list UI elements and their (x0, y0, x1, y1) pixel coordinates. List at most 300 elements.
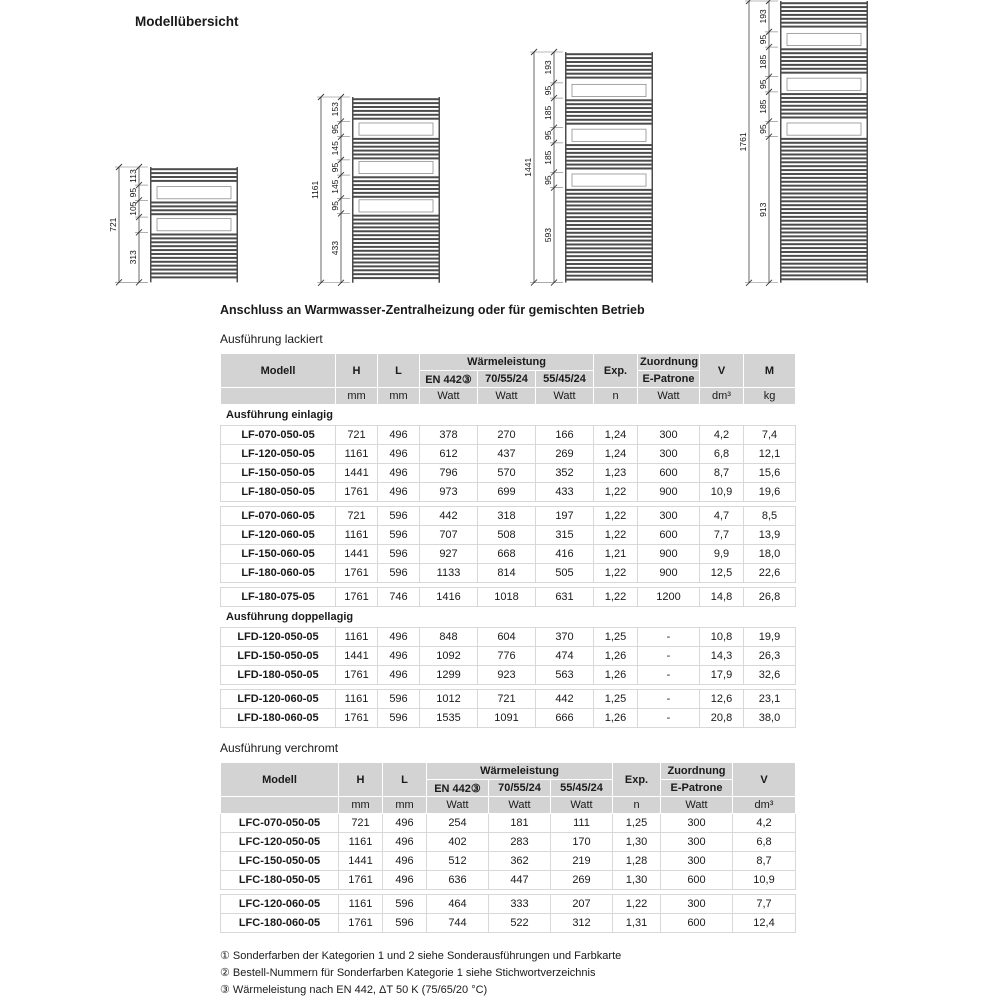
value-cell: 744 (427, 914, 489, 933)
model-cell: LFD-120-050-05 (221, 628, 336, 647)
unit-watt-en442: Watt (427, 797, 489, 814)
value-cell: 170 (551, 833, 613, 852)
svg-text:433: 433 (330, 241, 340, 256)
value-cell: 254 (427, 814, 489, 833)
value-cell: 352 (536, 464, 594, 483)
value-cell: 12,1 (744, 445, 796, 464)
unit-watt-en442: Watt (420, 388, 478, 405)
value-cell: 20,8 (700, 709, 744, 728)
value-cell: - (638, 709, 700, 728)
section-heading: Anschluss an Warmwasser-Zentralheizung oder für gemischten Betrieb (220, 303, 645, 317)
value-cell: 442 (536, 690, 594, 709)
value-cell: 207 (551, 895, 613, 914)
table-row (221, 628, 796, 647)
value-cell: 300 (661, 833, 733, 852)
value-cell: 12,4 (733, 914, 796, 933)
svg-text:95: 95 (758, 79, 768, 90)
value-cell: 1,23 (594, 464, 638, 483)
value-cell: 1,26 (594, 709, 638, 728)
col-header-exp: Exp. (613, 763, 661, 797)
value-cell: 22,6 (744, 564, 796, 583)
value-cell: 596 (378, 709, 420, 728)
value-cell: 1018 (478, 588, 536, 607)
value-cell: 927 (420, 545, 478, 564)
table-section-row (221, 405, 796, 426)
svg-text:1761: 1761 (738, 132, 748, 152)
footnote-2: ② Bestell-Nummern für Sonderfarben Kategorie 1 siehe Stichwortverzeichnis (220, 967, 596, 979)
value-cell: - (638, 666, 700, 685)
col-header-v: V (700, 354, 744, 388)
value-cell: 1,22 (613, 895, 661, 914)
value-cell: 1441 (336, 647, 378, 666)
footnote-3: ③ Wärmeleistung nach EN 442, ΔT 50 K (75/65/20 °C) (220, 984, 488, 996)
value-cell: 166 (536, 426, 594, 445)
table-lackiert (220, 353, 796, 728)
col-header-en442: EN 442③ (427, 780, 489, 797)
model-cell: LF-180-060-05 (221, 564, 336, 583)
value-cell: 300 (661, 852, 733, 871)
value-cell: 796 (420, 464, 478, 483)
radiator-drawing (732, 0, 871, 287)
svg-text:593: 593 (543, 228, 553, 243)
col-header-waermeleistung: Wärmeleistung (427, 763, 613, 780)
svg-text:1161: 1161 (310, 180, 320, 200)
value-cell: 23,1 (744, 690, 796, 709)
table-row (221, 483, 796, 502)
value-cell: 19,6 (744, 483, 796, 502)
col-header-modell: Modell (221, 354, 336, 388)
value-cell: 402 (427, 833, 489, 852)
unit-watt-epatrone: Watt (638, 388, 700, 405)
svg-text:153: 153 (330, 102, 340, 117)
table-section-label: Ausführung einlagig (221, 405, 796, 426)
value-cell: 416 (536, 545, 594, 564)
radiator-drawing (304, 93, 443, 287)
value-cell: 1,31 (613, 914, 661, 933)
value-cell: 1,24 (594, 445, 638, 464)
value-cell: 1161 (339, 895, 383, 914)
col-header-h: H (339, 763, 383, 797)
value-cell: 1,22 (594, 507, 638, 526)
table-row (221, 666, 796, 685)
value-cell: 181 (489, 814, 551, 833)
value-cell: 18,0 (744, 545, 796, 564)
svg-text:95: 95 (330, 162, 340, 173)
unit-watt-55: Watt (536, 388, 594, 405)
value-cell: 612 (420, 445, 478, 464)
value-cell: 433 (536, 483, 594, 502)
value-cell: 1,30 (613, 871, 661, 890)
svg-text:145: 145 (330, 179, 340, 194)
table-block-lackiert (220, 332, 798, 728)
value-cell: 8,7 (733, 852, 796, 871)
col-header-70-55-24: 70/55/24 (478, 371, 536, 388)
svg-text:913: 913 (758, 202, 768, 217)
svg-text:95: 95 (330, 201, 340, 211)
value-cell: 496 (383, 833, 427, 852)
unit-dm3: dm³ (700, 388, 744, 405)
col-header-l: L (383, 763, 427, 797)
table-row (221, 445, 796, 464)
value-cell: 1012 (420, 690, 478, 709)
value-cell: 973 (420, 483, 478, 502)
value-cell: 197 (536, 507, 594, 526)
model-cell: LFD-180-060-05 (221, 709, 336, 728)
model-cell: LF-070-050-05 (221, 426, 336, 445)
value-cell: 631 (536, 588, 594, 607)
value-cell: 900 (638, 545, 700, 564)
unit-mm-h: mm (339, 797, 383, 814)
table-row (221, 464, 796, 483)
value-cell: 333 (489, 895, 551, 914)
svg-text:95: 95 (543, 85, 553, 96)
value-cell: 563 (536, 666, 594, 685)
value-cell: 1091 (478, 709, 536, 728)
value-cell: 1092 (420, 647, 478, 666)
value-cell: 312 (551, 914, 613, 933)
value-cell: 300 (638, 445, 700, 464)
value-cell: 8,5 (744, 507, 796, 526)
value-cell: 721 (339, 814, 383, 833)
table-row (221, 709, 796, 728)
value-cell: 604 (478, 628, 536, 647)
value-cell: 1200 (638, 588, 700, 607)
table-section-row (221, 607, 796, 628)
model-cell: LF-120-050-05 (221, 445, 336, 464)
unit-mm-l: mm (383, 797, 427, 814)
value-cell: 505 (536, 564, 594, 583)
value-cell: 1761 (336, 564, 378, 583)
value-cell: 7,4 (744, 426, 796, 445)
value-cell: 496 (378, 628, 420, 647)
col-header-epatrone: E-Patrone (661, 780, 733, 797)
value-cell: 1161 (336, 445, 378, 464)
value-cell: 362 (489, 852, 551, 871)
model-cell: LF-120-060-05 (221, 526, 336, 545)
value-cell: 1416 (420, 588, 478, 607)
value-cell: - (638, 628, 700, 647)
value-cell: - (638, 647, 700, 666)
table-row (221, 895, 796, 914)
svg-text:145: 145 (330, 141, 340, 156)
value-cell: 1,26 (594, 666, 638, 685)
table-row (221, 647, 796, 666)
value-cell: 522 (489, 914, 551, 933)
unit-n: n (594, 388, 638, 405)
col-header-zuordnung: Zuordnung (638, 354, 700, 371)
value-cell: 26,8 (744, 588, 796, 607)
value-cell: 1,24 (594, 426, 638, 445)
value-cell: 570 (478, 464, 536, 483)
svg-text:95: 95 (330, 124, 340, 134)
svg-text:185: 185 (543, 150, 553, 165)
value-cell: 596 (378, 507, 420, 526)
radiator-diagram-721 (102, 163, 241, 292)
col-header-m: M (744, 354, 796, 388)
radiator-drawing (517, 48, 656, 287)
value-cell: 721 (336, 507, 378, 526)
value-cell: 596 (383, 895, 427, 914)
value-cell: 10,8 (700, 628, 744, 647)
unit-mm-l: mm (378, 388, 420, 405)
table-row (221, 690, 796, 709)
svg-text:193: 193 (543, 60, 553, 75)
value-cell: 600 (661, 871, 733, 890)
value-cell: 596 (378, 690, 420, 709)
value-cell: 1,25 (594, 628, 638, 647)
col-header-l: L (378, 354, 420, 388)
value-cell: 8,7 (700, 464, 744, 483)
value-cell: 1,30 (613, 833, 661, 852)
value-cell: 14,8 (700, 588, 744, 607)
value-cell: - (638, 690, 700, 709)
table-row (221, 526, 796, 545)
value-cell: 4,7 (700, 507, 744, 526)
svg-text:193: 193 (758, 9, 768, 24)
value-cell: 10,9 (733, 871, 796, 890)
svg-text:1441: 1441 (523, 157, 533, 177)
col-header-en442: EN 442③ (420, 371, 478, 388)
unit-kg: kg (744, 388, 796, 405)
svg-text:95: 95 (543, 130, 553, 141)
col-header-exp: Exp. (594, 354, 638, 388)
value-cell: 600 (638, 526, 700, 545)
value-cell: 1761 (336, 709, 378, 728)
svg-text:313: 313 (128, 250, 138, 265)
table-row (221, 871, 796, 890)
value-cell: 442 (420, 507, 478, 526)
value-cell: 1161 (336, 690, 378, 709)
model-cell: LFC-120-050-05 (221, 833, 339, 852)
value-cell: 13,9 (744, 526, 796, 545)
value-cell: 1,26 (594, 647, 638, 666)
value-cell: 1441 (336, 545, 378, 564)
value-cell: 668 (478, 545, 536, 564)
value-cell: 9,9 (700, 545, 744, 564)
model-cell: LFC-070-050-05 (221, 814, 339, 833)
value-cell: 1,22 (594, 588, 638, 607)
value-cell: 600 (661, 914, 733, 933)
value-cell: 474 (536, 647, 594, 666)
footnote-1: ① Sonderfarben der Kategorien 1 und 2 siehe Sonderausführungen und Farbkarte (220, 950, 622, 962)
value-cell: 1161 (336, 526, 378, 545)
model-cell: LF-070-060-05 (221, 507, 336, 526)
value-cell: 1,22 (594, 526, 638, 545)
model-cell: LFD-150-050-05 (221, 647, 336, 666)
table-section-label: Ausführung doppellagig (221, 607, 796, 628)
value-cell: 270 (478, 426, 536, 445)
page-title: Modellübersicht (135, 14, 239, 29)
value-cell: 1441 (339, 852, 383, 871)
radiator-diagram-1761 (732, 0, 871, 292)
unit-blank (221, 797, 339, 814)
value-cell: 496 (378, 445, 420, 464)
value-cell: 464 (427, 895, 489, 914)
value-cell: 699 (478, 483, 536, 502)
model-cell: LF-180-050-05 (221, 483, 336, 502)
value-cell: 378 (420, 426, 478, 445)
value-cell: 1,25 (594, 690, 638, 709)
value-cell: 1,21 (594, 545, 638, 564)
value-cell: 300 (638, 426, 700, 445)
value-cell: 1161 (336, 628, 378, 647)
value-cell: 300 (661, 814, 733, 833)
value-cell: 1,22 (594, 564, 638, 583)
value-cell: 1761 (336, 588, 378, 607)
value-cell: 1761 (339, 914, 383, 933)
value-cell: 496 (378, 666, 420, 685)
value-cell: 300 (638, 507, 700, 526)
value-cell: 900 (638, 564, 700, 583)
radiator-diagram-1161 (304, 93, 443, 292)
value-cell: 7,7 (700, 526, 744, 545)
unit-watt-epatrone: Watt (661, 797, 733, 814)
model-cell: LF-150-050-05 (221, 464, 336, 483)
table-row (221, 426, 796, 445)
value-cell: 848 (420, 628, 478, 647)
value-cell: 496 (378, 647, 420, 666)
value-cell: 1761 (336, 483, 378, 502)
value-cell: 496 (378, 483, 420, 502)
model-cell: LFC-180-060-05 (221, 914, 339, 933)
value-cell: 10,9 (700, 483, 744, 502)
svg-text:185: 185 (758, 54, 768, 69)
value-cell: 512 (427, 852, 489, 871)
unit-dm3: dm³ (733, 797, 796, 814)
table-row (221, 507, 796, 526)
value-cell: 283 (489, 833, 551, 852)
svg-text:113: 113 (128, 169, 138, 183)
unit-mm-h: mm (336, 388, 378, 405)
value-cell: 38,0 (744, 709, 796, 728)
value-cell: 32,6 (744, 666, 796, 685)
model-cell: LFC-180-050-05 (221, 871, 339, 890)
value-cell: 746 (378, 588, 420, 607)
value-cell: 219 (551, 852, 613, 871)
value-cell: 596 (378, 564, 420, 583)
unit-watt-55: Watt (551, 797, 613, 814)
table-row (221, 814, 796, 833)
value-cell: 4,2 (700, 426, 744, 445)
col-header-70-55-24: 70/55/24 (489, 780, 551, 797)
unit-watt-70: Watt (478, 388, 536, 405)
radiator-drawing (102, 163, 241, 287)
table-caption-verchromt: Ausführung verchromt (220, 741, 339, 755)
value-cell: 12,5 (700, 564, 744, 583)
svg-text:95: 95 (543, 175, 553, 185)
value-cell: 707 (420, 526, 478, 545)
model-cell: LF-150-060-05 (221, 545, 336, 564)
value-cell: 721 (478, 690, 536, 709)
model-cell: LFD-180-050-05 (221, 666, 336, 685)
svg-text:185: 185 (758, 99, 768, 114)
unit-blank (221, 388, 336, 405)
value-cell: 666 (536, 709, 594, 728)
table-row (221, 833, 796, 852)
svg-text:105: 105 (128, 201, 138, 216)
unit-watt-70: Watt (489, 797, 551, 814)
col-header-zuordnung: Zuordnung (661, 763, 733, 780)
radiator-diagram-1441 (517, 48, 656, 292)
col-header-55-45-24: 55/45/24 (551, 780, 613, 797)
value-cell: 923 (478, 666, 536, 685)
value-cell: 26,3 (744, 647, 796, 666)
value-cell: 600 (638, 464, 700, 483)
col-header-waermeleistung: Wärmeleistung (420, 354, 594, 371)
value-cell: 6,8 (700, 445, 744, 464)
radiator-diagrams (0, 0, 1000, 300)
value-cell: 496 (378, 426, 420, 445)
table-row (221, 852, 796, 871)
value-cell: 508 (478, 526, 536, 545)
table-row (221, 914, 796, 933)
svg-text:721: 721 (108, 217, 118, 232)
value-cell: 1761 (339, 871, 383, 890)
model-cell: LFC-120-060-05 (221, 895, 339, 914)
value-cell: 4,2 (733, 814, 796, 833)
col-header-v: V (733, 763, 796, 797)
value-cell: 269 (536, 445, 594, 464)
value-cell: 315 (536, 526, 594, 545)
col-header-epatrone: E-Patrone (638, 371, 700, 388)
value-cell: 111 (551, 814, 613, 833)
value-cell: 300 (661, 895, 733, 914)
footnotes (220, 948, 621, 999)
svg-text:95: 95 (758, 34, 768, 45)
col-header-h: H (336, 354, 378, 388)
value-cell: 15,6 (744, 464, 796, 483)
table-caption-lackiert: Ausführung lackiert (220, 332, 323, 346)
value-cell: 7,7 (733, 895, 796, 914)
value-cell: 14,3 (700, 647, 744, 666)
value-cell: 12,6 (700, 690, 744, 709)
col-header-modell: Modell (221, 763, 339, 797)
value-cell: 1,28 (613, 852, 661, 871)
value-cell: 318 (478, 507, 536, 526)
value-cell: 496 (383, 852, 427, 871)
model-cell: LFD-120-060-05 (221, 690, 336, 709)
value-cell: 1761 (336, 666, 378, 685)
value-cell: 900 (638, 483, 700, 502)
value-cell: 814 (478, 564, 536, 583)
value-cell: 447 (489, 871, 551, 890)
model-cell: LF-180-075-05 (221, 588, 336, 607)
value-cell: 496 (383, 814, 427, 833)
value-cell: 370 (536, 628, 594, 647)
svg-text:185: 185 (543, 105, 553, 120)
value-cell: 1441 (336, 464, 378, 483)
table-block-verchromt (220, 741, 798, 933)
value-cell: 1,22 (594, 483, 638, 502)
value-cell: 1133 (420, 564, 478, 583)
value-cell: 636 (427, 871, 489, 890)
value-cell: 19,9 (744, 628, 796, 647)
value-cell: 1,25 (613, 814, 661, 833)
value-cell: 437 (478, 445, 536, 464)
table-verchromt (220, 762, 796, 933)
value-cell: 596 (378, 526, 420, 545)
value-cell: 721 (336, 426, 378, 445)
value-cell: 596 (378, 545, 420, 564)
value-cell: 6,8 (733, 833, 796, 852)
value-cell: 17,9 (700, 666, 744, 685)
value-cell: 1535 (420, 709, 478, 728)
model-cell: LFC-150-050-05 (221, 852, 339, 871)
table-row (221, 545, 796, 564)
value-cell: 596 (383, 914, 427, 933)
value-cell: 776 (478, 647, 536, 666)
table-row (221, 564, 796, 583)
